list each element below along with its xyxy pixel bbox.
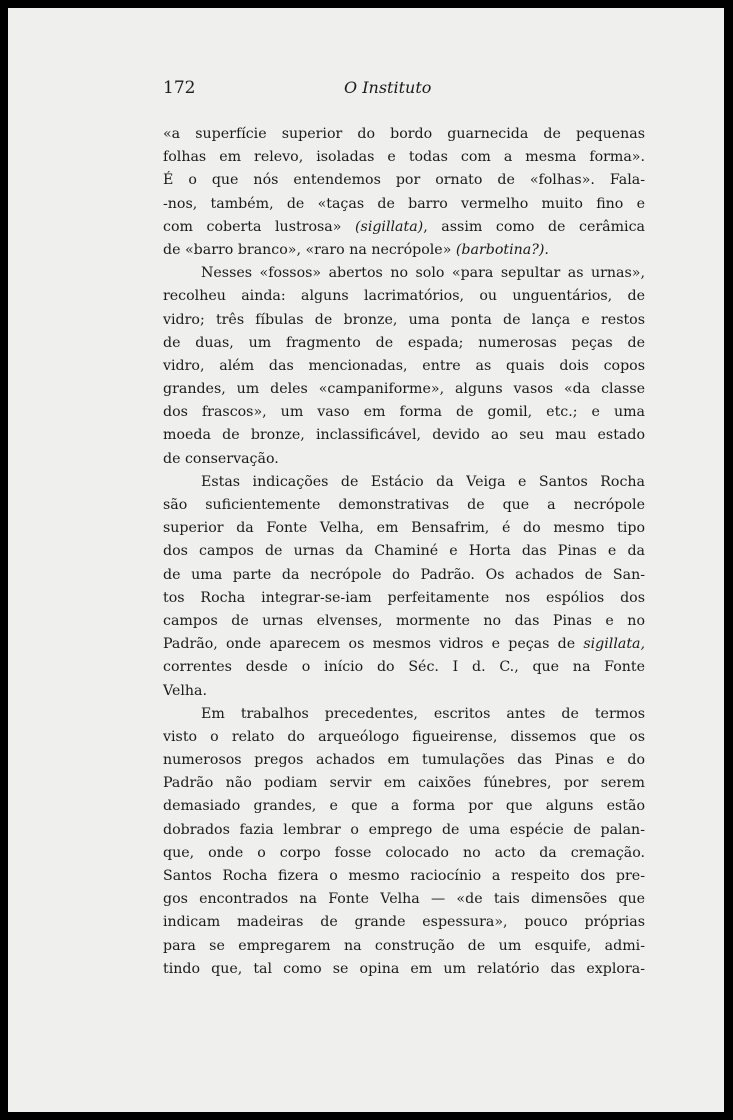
text-segment: com coberta lustrosa» (163, 218, 355, 235)
text-segment: , assim como de cerâmica (423, 218, 645, 235)
text-line: correntes desde o início do Séc. I d. C., que na Fonte (163, 659, 645, 676)
text-line: que, onde o corpo fosse colocado no acto da cremação. (163, 844, 645, 861)
italic-term: (sigillata) (355, 218, 424, 235)
text-line: dos campos de urnas da Chaminé e Horta das Pinas e da (163, 543, 645, 560)
text-line: de uma parte da necrópole do Padrão. Os achados de San- (163, 566, 645, 583)
text-line: grandes, um deles «campaniforme», alguns vasos «da classe (163, 381, 645, 398)
text-line: Nesses «fossos» abertos no solo «para sepultar as urnas», (201, 265, 645, 282)
page-header (8, 78, 724, 102)
text-line: superior da Fonte Velha, em Bensafrim, é do mesmo tipo (163, 520, 645, 537)
text-line: indicam madeiras de grande espessura», pouco próprias (163, 914, 645, 931)
text-line: Santos Rocha fizera o mesmo raciocínio a respeito dos pre- (163, 868, 645, 884)
text-line: dobrados fazia lembrar o emprego de uma espécie de palan- (163, 821, 645, 838)
text-line: Padrão não podiam servir em caixões fúnebres, por serem (163, 775, 645, 792)
text-line: recolheu ainda: alguns lacrimatórios, ou unguentários, de (163, 288, 645, 305)
text-segment: de «barro branco», «raro na necrópole» (163, 241, 456, 258)
italic-term: sigillata, (583, 636, 645, 653)
text-line: campos de urnas elvenses, mormente no das Pinas e no (163, 612, 645, 629)
text-line: são suficientemente demonstrativas de que a necrópole (163, 497, 645, 513)
text-line: para se empregarem na construção de um esquife, admi- (163, 937, 645, 954)
text-line (163, 216, 645, 239)
text-line (163, 633, 645, 656)
text-line: de duas, um fragmento de espada; numerosas peças de (163, 334, 645, 351)
text-line: vidro; três fíbulas de bronze, uma ponta de lança e restos (163, 311, 645, 328)
text-line: numerosos pregos achados em tumulações das Pinas e do (163, 752, 645, 769)
text-line: gos encontrados na Fonte Velha — «de tais dimensões que (163, 891, 645, 908)
text-line: Estas indicações de Estácio da Veiga e Santos Rocha (201, 473, 645, 490)
text-line: Em trabalhos precedentes, escritos antes de termos (201, 705, 645, 722)
text-line: -nos, também, de «taças de barro vermelho muito fino e (163, 195, 645, 212)
text-line: moeda de bronze, inclassificável, devido ao seu mau estado (163, 427, 645, 444)
book-page (8, 8, 724, 1112)
body-text (163, 123, 645, 981)
text-line: tos Rocha integrar-se-iam perfeitamente nos espólios dos (163, 589, 645, 606)
text-line: É o que nós entendemos por ornato de «folhas». Fala- (163, 172, 645, 189)
text-line (163, 239, 645, 262)
italic-term: (barbotina?). (455, 241, 549, 258)
text-line: visto o relato do arqueólogo figueirense, dissemos que os (163, 728, 645, 745)
text-line: Velha. (163, 682, 207, 699)
text-line: folhas em relevo, isoladas e todas com a mesma forma». (163, 149, 645, 166)
text-segment: Padrão, onde aparecem os mesmos vidros e peças de (163, 636, 584, 653)
page-number: 172 (163, 78, 196, 98)
text-line: demasiado grandes, e que a forma por que alguns estão (163, 798, 645, 815)
text-line: dos frascos», um vaso em forma de gomil, etc.; e uma (163, 404, 645, 421)
running-title: O Instituto (344, 78, 432, 97)
text-line: vidro, além das mencionadas, entre as quais dois copos (163, 357, 645, 374)
text-line: «a superfície superior do bordo guarnecida de pequenas (163, 126, 645, 142)
text-line: de conservação. (163, 450, 279, 467)
text-line: tindo que, tal como se opina em um relatório das explora- (163, 960, 645, 977)
